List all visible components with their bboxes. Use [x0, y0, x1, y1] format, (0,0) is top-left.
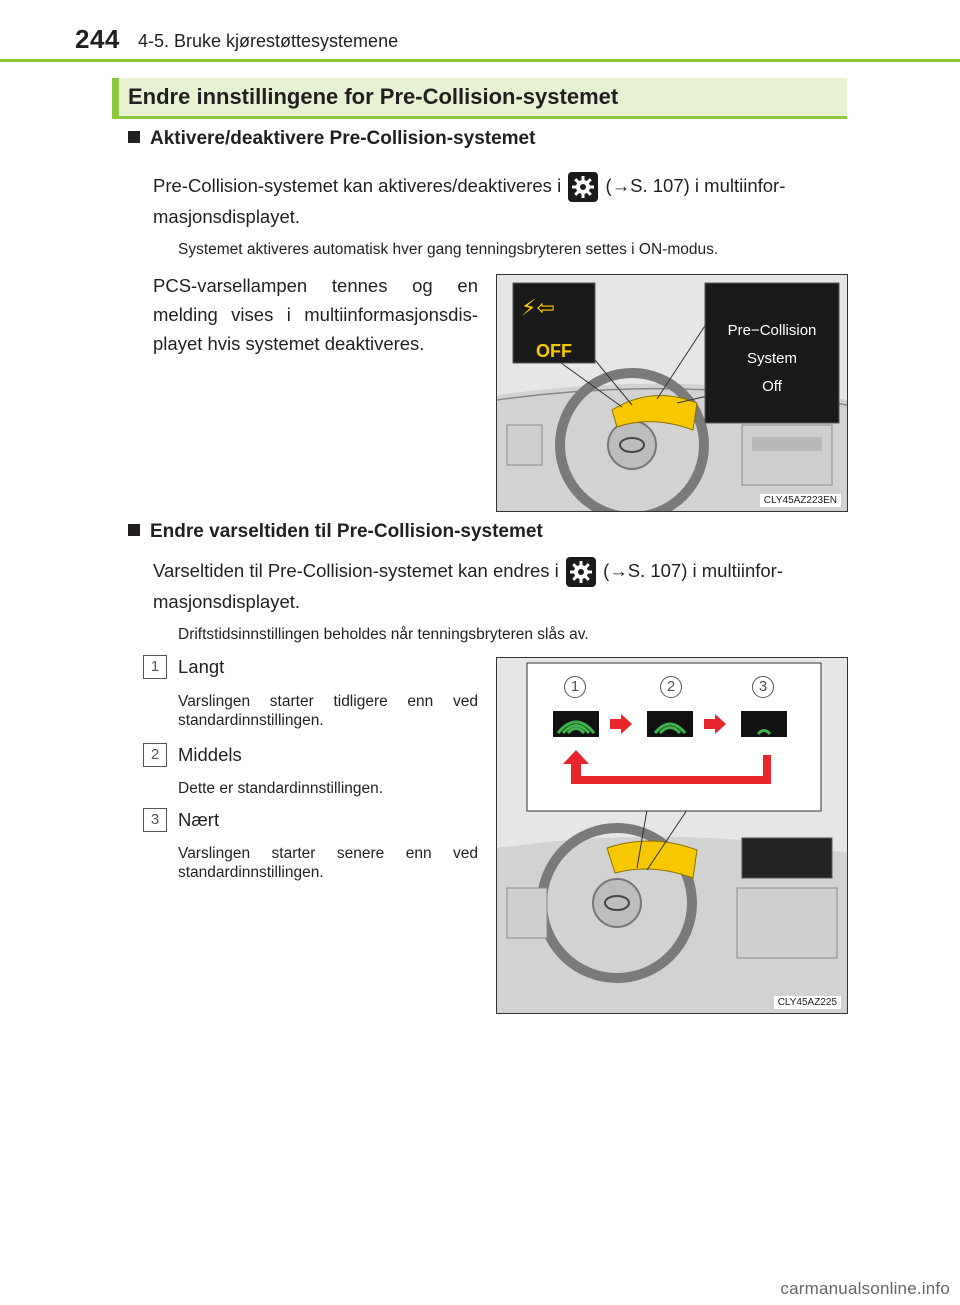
item-title-middels: Middels [178, 744, 242, 765]
item-number-3: 3 [143, 808, 167, 832]
mid-display [705, 317, 839, 401]
paragraph-timing-pre: Varseltiden til Pre-Collision-systemet kan endres i [153, 560, 559, 581]
figure-caption: CLY45AZ223EN [760, 494, 841, 507]
paragraph-activate-line2: masjonsdisplayet. [153, 206, 301, 228]
gear-icon [566, 557, 596, 587]
paragraph-timing-line2: masjonsdisplayet. [153, 591, 301, 613]
display-line-2: System [746, 350, 797, 367]
item-number-2: 2 [143, 743, 167, 767]
figure-caption: CLY45AZ225 [774, 996, 841, 1009]
header-rule [0, 59, 960, 62]
pcs-off-warning-label: OFF [536, 341, 572, 361]
gear-icon [568, 172, 598, 202]
paragraph-timing-post: (→S. 107) i multiinfor- [603, 560, 783, 581]
timing-illustration [497, 658, 847, 1013]
item-desc-naert: Varslingen starter senere enn ved standardinnstillingen. [178, 845, 478, 881]
note-timing: Driftstidsinnstillingen beholdes når tenningsbryteren slås av. [178, 626, 589, 643]
item-title-naert: Nært [178, 809, 220, 830]
subheading-activate [128, 128, 535, 150]
watermark: carmanualsonline.info [780, 1279, 950, 1298]
paragraph-activate-pre: Pre-Collision-systemet kan aktiveres/deaktiveres i [153, 175, 562, 196]
section-title: Endre innstillingene for Pre-Collision-systemet [128, 84, 619, 109]
chapter-title: 4-5. Bruke kjørestøttesystemene [138, 31, 399, 51]
section-header-bar [112, 78, 119, 119]
fig-label-3: 3 [752, 676, 774, 698]
figure-pcs-off [496, 274, 848, 512]
subheading-timing [128, 521, 543, 543]
note-activate: Systemet aktiveres automatisk hver gang tenningsbryteren settes i ON-modus. [178, 241, 719, 258]
bullet-square-icon [128, 131, 140, 143]
item-desc-middels: Dette er standardinnstillingen. [178, 780, 384, 797]
paragraph-activate-post: (→S. 107) i multiinfor- [605, 175, 786, 196]
paragraph-timing [153, 556, 853, 616]
bullet-square-icon [128, 524, 140, 536]
paragraph-activate [153, 171, 853, 231]
subheading-activate-text: Aktivere/deaktivere Pre-Collision-systemet [150, 128, 536, 149]
item-number-1: 1 [143, 655, 167, 679]
display-line-3: Off [762, 378, 782, 395]
item-title-langt: Langt [178, 656, 225, 677]
warning-description: PCS-varsellampen tennes og en melding vises i multiinformasjonsdis-playet hvis systemet deaktiveres. [153, 275, 478, 354]
svg-text:⚡⇦: ⚡⇦ [521, 296, 555, 321]
item-desc-langt: Varslingen starter tidligere enn ved standardinnstillingen. [178, 693, 478, 729]
fig-label-2: 2 [660, 676, 682, 698]
display-line-1: Pre−Collision [727, 322, 817, 339]
page-number: 244 [75, 24, 120, 54]
fig-label-1: 1 [564, 676, 586, 698]
figure-warning-timing [496, 657, 848, 1014]
subheading-timing-text: Endre varseltiden til Pre-Collision-systemet [150, 521, 543, 542]
